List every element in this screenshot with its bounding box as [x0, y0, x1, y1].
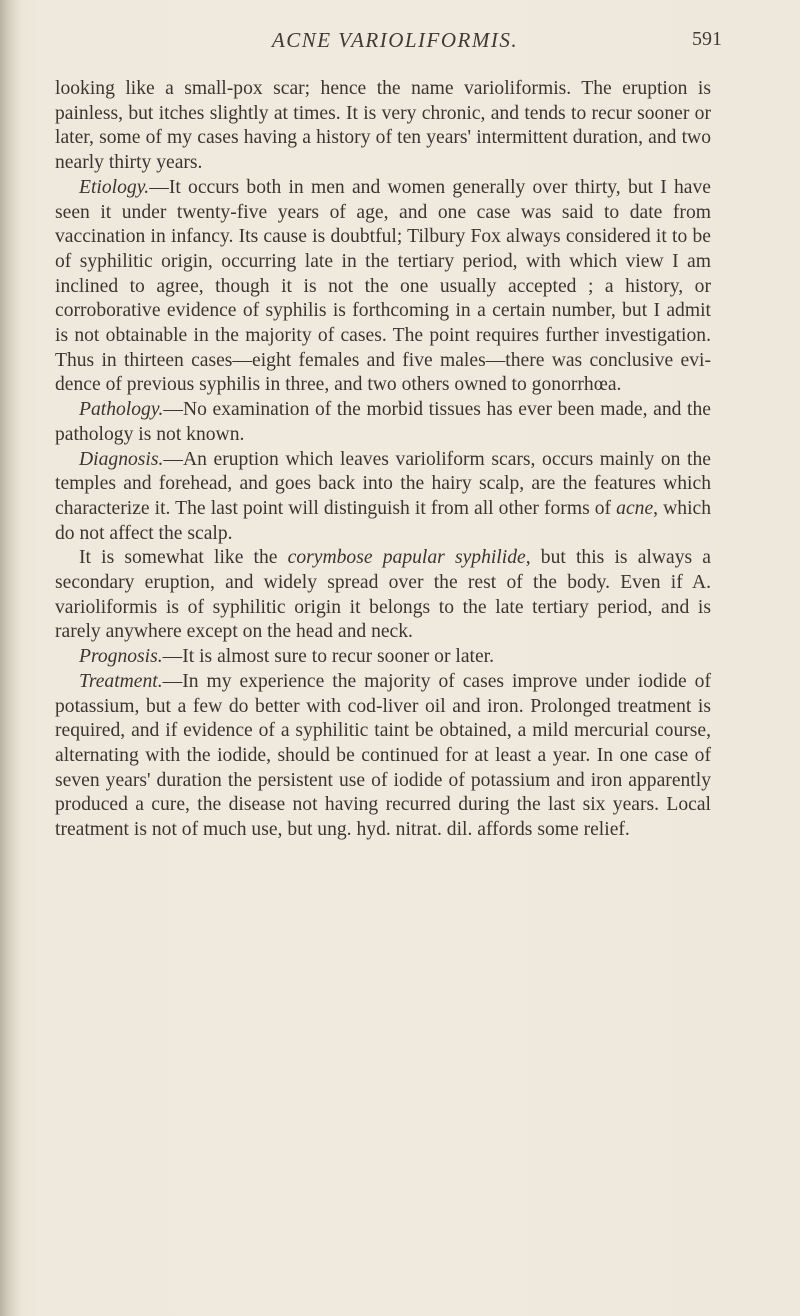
paragraph-treatment	[55, 670, 711, 843]
paragraph-text: —In my experience the majority of cases improve under iodide of potassium, but a few do better with cod-liver oil and iron. Prolonged treatment is required, and if evidence of a syphilitic taint be obtained, a mild mercurial course, alternating with the iodide, should be continued for at least a year. In one case of seven years' duration the persistent use of iodide of potassium and iron apparently produced a cure, the disease not having recurred during the last six years. Local treatment is not of much use, but ung. hyd. nitrat. dil. affords some relief.	[55, 670, 711, 841]
section-heading-pathology: Pathology.	[79, 399, 164, 421]
paragraph-pathology	[55, 398, 711, 447]
section-heading-diagnosis: Diagnosis.	[79, 448, 164, 470]
paragraph-comparison	[55, 546, 711, 645]
paragraph-text: It is somewhat like the	[79, 547, 288, 569]
body-text	[55, 77, 711, 843]
paragraph-etiology	[55, 176, 711, 398]
page-number: 591	[692, 28, 722, 50]
section-heading-etiology: Etiology.	[79, 176, 150, 198]
paragraph-diagnosis	[55, 448, 711, 547]
paragraph-text: —An eruption which leaves varioliform scars, occurs mainly on the temples and forehead, and goes back into the hairy scalp, are the features which characterize it. The last point will distinguish it from all other forms of	[55, 448, 711, 519]
paragraph-text: , which do not affect the scalp.	[55, 497, 712, 544]
section-heading-treatment: Treatment.	[79, 670, 163, 692]
italic-term: acne	[616, 497, 654, 519]
running-title: ACNE VARIOLIFORMIS.	[271, 28, 519, 52]
italic-term: corymbose papular syphilide	[287, 547, 526, 569]
paragraph-text: —It is almost sure to recur sooner or later.	[162, 646, 495, 668]
paragraph-text: —It occurs both in men and women generally over thirty, but I have seen it under twenty-five years of age, and one case was said to date from vaccination in infancy. Its cause is doubtful; Tilbury Fox always considered it to be of syphilitic origin, occurring late in the tertiary period, with which view I am inclined to agree, though it is not the one usually accepted ; a history, or corroborative evidence of syphilis is forthcoming in a certain number, but I admit is not obtainable in the majority of cases. The point requires further investigation. Thus in thirteen cases—eight females and five males—there was conclusive evi-dence of previous syphilis in three, and two others owned to gonorrhœa.	[55, 176, 711, 396]
section-heading-prognosis: Prognosis.	[79, 646, 163, 668]
paragraph-text: looking like a small-pox scar; hence the name varioliformis. The eruption is painless, but itches slightly at times. It is very chronic, and tends to recur sooner or later, some of my cases having a history of ten years' intermittent duration, and two nearly thirty years.	[55, 78, 711, 174]
paragraph-continuation	[55, 77, 711, 176]
paragraph-text: —No examination of the morbid tissues has ever been made, and the pathology is not known.	[55, 399, 711, 445]
paragraph-prognosis	[55, 645, 711, 670]
page-spine-shadow	[0, 0, 22, 1316]
paragraph-text: , but this is always a secondary eruption, and widely spread over the rest of the body. Even if A. varioliformis is of syphilitic origin it belongs to the late tertiary period, and is rarely anywhere except on the head and neck.	[55, 547, 711, 643]
page-header	[60, 28, 730, 60]
